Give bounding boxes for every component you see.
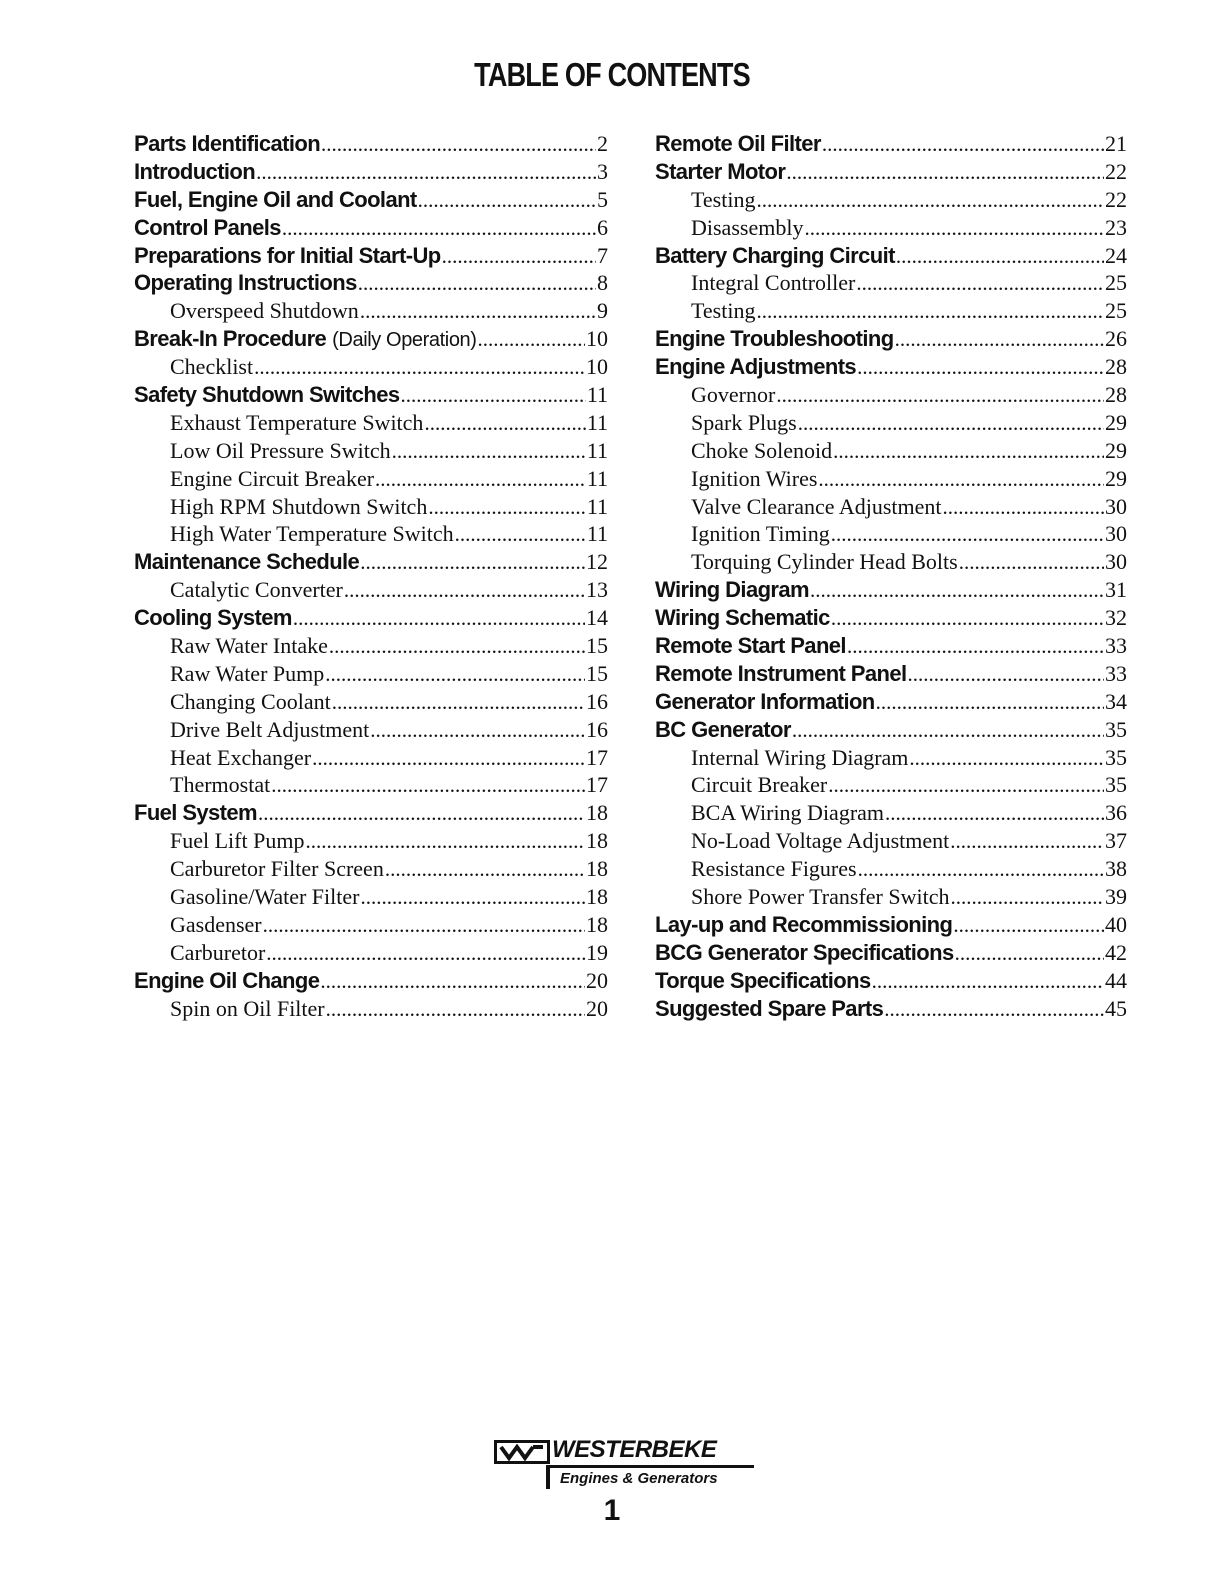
dot-leader <box>312 745 585 772</box>
toc-section-entry <box>134 799 608 827</box>
toc-entry-page: 16 <box>586 716 608 742</box>
toc-subsection-entry <box>134 716 608 744</box>
toc-entry-label: Introduction <box>134 158 256 184</box>
dot-leader <box>263 912 585 939</box>
toc-entry-label: Raw Water Intake <box>170 633 328 659</box>
toc-entry-label: Spin on Oil Filter <box>170 995 325 1021</box>
toc-entry-page: 18 <box>586 884 608 910</box>
dot-leader <box>828 772 1104 799</box>
toc-entry-page: 35 <box>1105 716 1127 742</box>
toc-section-entry <box>134 604 608 632</box>
dot-leader <box>756 298 1104 325</box>
dot-leader <box>358 270 596 297</box>
toc-entry-page: 37 <box>1105 828 1127 854</box>
toc-entry-page: 23 <box>1105 214 1127 240</box>
toc-subsection-entry <box>655 465 1127 493</box>
toc-entry-label: Operating Instructions <box>134 270 357 296</box>
dot-leader <box>798 410 1104 437</box>
toc-entry-label: Spark Plugs <box>691 409 797 435</box>
dot-leader <box>321 131 596 158</box>
toc-entry-page: 13 <box>586 577 608 603</box>
dot-leader <box>325 661 585 688</box>
dot-leader <box>776 382 1104 409</box>
toc-entry-label: Parts Identification <box>134 131 321 156</box>
toc-entry-label: Testing <box>691 186 756 212</box>
toc-subsection-entry <box>655 493 1127 521</box>
toc-subsection-entry <box>134 883 608 911</box>
dot-leader <box>254 354 585 381</box>
toc-section-entry <box>655 576 1127 604</box>
toc-section-entry <box>655 660 1127 688</box>
toc-entry-label: Maintenance Schedule <box>134 549 360 575</box>
dot-leader <box>428 494 585 521</box>
westerbeke-logo <box>494 1438 764 1498</box>
toc-entry-page: 3 <box>597 158 608 184</box>
toc-entry-page: 9 <box>597 298 608 324</box>
dot-leader <box>896 243 1104 270</box>
toc-section-entry <box>655 911 1127 939</box>
dot-leader <box>329 633 585 660</box>
toc-entry-label: Wiring Diagram <box>655 577 809 603</box>
toc-entry-page: 28 <box>1105 382 1127 408</box>
dot-leader <box>953 912 1104 939</box>
toc-entry-page: 11 <box>586 521 608 547</box>
toc-entry-page: 25 <box>1105 270 1127 296</box>
toc-section-entry <box>134 548 608 576</box>
toc-entry-page: 18 <box>586 911 608 937</box>
toc-entry-label: BCG Generator Specifications <box>655 939 954 965</box>
toc-entry-label: Torque Specifications <box>655 967 871 993</box>
toc-section-entry <box>134 242 608 270</box>
toc-subsection-entry <box>655 214 1127 242</box>
toc-entry-label: High Water Temperature Switch <box>170 521 454 547</box>
toc-entry-label: Gasdenser <box>170 911 262 937</box>
toc-entry-label: Testing <box>691 298 756 324</box>
toc-entry-page: 34 <box>1105 688 1127 714</box>
toc-section-entry <box>134 158 608 186</box>
toc-entry-label: BC Generator <box>655 716 791 742</box>
toc-entry-page: 7 <box>597 242 608 268</box>
toc-entry-page: 20 <box>586 995 608 1021</box>
toc-entry-label: Lay-up and Recommissioning <box>655 911 953 937</box>
toc-entry-label: High RPM Shutdown Switch <box>170 493 428 519</box>
toc-subsection-entry <box>655 883 1127 911</box>
toc-entry-label: Choke Solenoid <box>691 437 833 463</box>
dot-leader <box>756 187 1104 214</box>
dot-leader <box>293 605 585 632</box>
toc-entry-label: No-Load Voltage Adjustment <box>691 828 950 854</box>
toc-entry-label: Gasoline/Water Filter <box>170 884 360 910</box>
toc-subsection-entry <box>134 493 608 521</box>
toc-entry-page: 5 <box>597 186 608 212</box>
toc-entry-suffix: (Daily Operation) <box>332 329 477 352</box>
dot-leader <box>810 577 1104 604</box>
toc-section-entry <box>655 716 1127 744</box>
page-title: TABLE OF CONTENTS <box>474 56 750 93</box>
dot-leader <box>320 968 585 995</box>
toc-entry-page: 10 <box>586 326 608 352</box>
toc-entry-label: Suggested Spare Parts <box>655 995 884 1021</box>
dot-leader <box>424 410 585 437</box>
toc-subsection-entry <box>134 632 608 660</box>
toc-left-column <box>134 130 608 1023</box>
dot-leader <box>822 131 1104 158</box>
dot-leader <box>266 940 585 967</box>
toc-entry-page: 2 <box>597 131 608 156</box>
toc-entry-page: 33 <box>1105 660 1127 686</box>
toc-subsection-entry <box>134 688 608 716</box>
toc-entry-label: Generator Information <box>655 688 875 714</box>
toc-section-entry <box>655 688 1127 716</box>
toc-entry-label: Remote Oil Filter <box>655 131 821 156</box>
dot-leader <box>344 577 585 604</box>
toc-entry-label: Drive Belt Adjustment <box>170 716 370 742</box>
dot-leader <box>856 270 1104 297</box>
toc-entry-label: Starter Motor <box>655 158 786 184</box>
dot-leader <box>282 215 596 242</box>
dot-leader <box>907 661 1104 688</box>
toc-entry-page: 12 <box>586 549 608 575</box>
toc-entry-label: Changing Coolant <box>170 688 331 714</box>
toc-entry-label: Shore Power Transfer Switch <box>691 884 950 910</box>
toc-section-entry <box>655 632 1127 660</box>
dot-leader <box>804 215 1104 242</box>
toc-subsection-entry <box>134 465 608 493</box>
toc-section-entry <box>134 186 608 214</box>
logo-brand-name: WESTERBEKE <box>552 1436 717 1463</box>
toc-entry-page: 15 <box>586 633 608 659</box>
toc-section-entry <box>655 242 1127 270</box>
toc-entry-label: Preparations for Initial Start-Up <box>134 242 441 268</box>
toc-entry-page: 11 <box>586 493 608 519</box>
toc-entry-page: 30 <box>1105 521 1127 547</box>
toc-section-entry <box>655 353 1127 381</box>
toc-section-entry <box>134 214 608 242</box>
toc-entry-page: 11 <box>586 409 608 435</box>
dot-leader <box>833 438 1104 465</box>
dot-leader <box>455 521 586 548</box>
dot-leader <box>959 549 1104 576</box>
toc-entry-label: Carburetor <box>170 939 266 965</box>
toc-subsection-entry <box>655 520 1127 548</box>
dot-leader <box>332 689 585 716</box>
toc-entry-label: Control Panels <box>134 214 281 240</box>
dot-leader <box>401 382 586 409</box>
toc-section-entry <box>655 158 1127 186</box>
dot-leader <box>872 968 1104 995</box>
dot-leader <box>326 996 585 1023</box>
dot-leader <box>370 717 585 744</box>
toc-entry-label: Ignition Timing <box>691 521 830 547</box>
dot-leader <box>360 298 596 325</box>
dot-leader <box>418 187 596 214</box>
toc-entry-page: 40 <box>1105 911 1127 937</box>
toc-section-entry <box>134 130 608 158</box>
dot-leader <box>950 828 1104 855</box>
toc-subsection-entry <box>655 269 1127 297</box>
toc-section-entry <box>655 130 1127 158</box>
logo-stem <box>546 1465 550 1489</box>
toc-entry-page: 11 <box>586 382 608 408</box>
toc-subsection-entry <box>134 744 608 772</box>
toc-subsection-entry <box>655 827 1127 855</box>
toc-entry-page: 33 <box>1105 633 1127 659</box>
toc-entry-label: Heat Exchanger <box>170 744 312 770</box>
toc-entry-page: 17 <box>586 772 608 798</box>
toc-section-entry <box>655 604 1127 632</box>
logo-tagline: Engines & Generators <box>560 1470 718 1487</box>
toc-entry-label: Checklist <box>170 354 254 380</box>
toc-subsection-entry <box>134 437 608 465</box>
toc-entry-label: Internal Wiring Diagram <box>691 744 909 770</box>
toc-entry-page: 14 <box>586 605 608 631</box>
toc-subsection-entry <box>655 855 1127 883</box>
toc-subsection-entry <box>134 520 608 548</box>
dot-leader <box>258 800 585 827</box>
toc-entry-page: 8 <box>597 270 608 296</box>
dot-leader <box>305 828 585 855</box>
toc-entry-page: 10 <box>586 354 608 380</box>
toc-entry-label: BCA Wiring Diagram <box>691 800 885 826</box>
dot-leader <box>385 856 585 883</box>
toc-subsection-entry <box>134 297 608 325</box>
toc-subsection-entry <box>134 576 608 604</box>
toc-section-entry <box>134 325 608 353</box>
dot-leader <box>942 494 1104 521</box>
toc-entry-page: 20 <box>586 967 608 993</box>
logo-underline <box>546 1465 754 1468</box>
toc-entry-page: 22 <box>1105 186 1127 212</box>
toc-entry-page: 19 <box>586 939 608 965</box>
dot-leader <box>442 243 596 270</box>
toc-subsection-entry <box>655 799 1127 827</box>
toc-entry-label: Fuel System <box>134 800 258 826</box>
dot-leader <box>360 884 585 911</box>
toc-entry-label: Engine Oil Change <box>134 967 320 993</box>
toc-entry-label: Break-In Procedure <box>134 326 327 352</box>
toc-entry-page: 32 <box>1105 605 1127 631</box>
toc-entry-label: Valve Clearance Adjustment <box>691 493 942 519</box>
toc-entry-page: 29 <box>1105 409 1127 435</box>
toc-entry-label: Catalytic Converter <box>170 577 343 603</box>
toc-entry-page: 38 <box>1105 856 1127 882</box>
toc-entry-page: 24 <box>1105 242 1127 268</box>
dot-leader <box>895 326 1104 353</box>
toc-entry-label: Governor <box>691 382 776 408</box>
dot-leader <box>876 689 1104 716</box>
toc-section-entry <box>134 967 608 995</box>
dot-leader <box>256 159 596 186</box>
toc-entry-page: 15 <box>586 660 608 686</box>
toc-subsection-entry <box>134 827 608 855</box>
toc-entry-page: 28 <box>1105 354 1127 380</box>
toc-entry-page: 26 <box>1105 326 1127 352</box>
toc-entry-label: Overspeed Shutdown <box>170 298 359 324</box>
toc-subsection-entry <box>134 911 608 939</box>
toc-entry-page: 29 <box>1105 437 1127 463</box>
toc-entry-page: 31 <box>1105 577 1127 603</box>
toc-entry-label: Circuit Breaker <box>691 772 828 798</box>
toc-subsection-entry <box>655 381 1127 409</box>
toc-subsection-entry <box>655 771 1127 799</box>
toc-subsection-entry <box>655 548 1127 576</box>
toc-entry-page: 17 <box>586 744 608 770</box>
toc-section-entry <box>655 967 1127 995</box>
toc-entry-page: 30 <box>1105 493 1127 519</box>
dot-leader <box>271 772 585 799</box>
toc-entry-page: 11 <box>586 465 608 491</box>
toc-entry-label: Engine Circuit Breaker <box>170 465 375 491</box>
toc-entry-label: Safety Shutdown Switches <box>134 382 400 408</box>
toc-entry-page: 35 <box>1105 744 1127 770</box>
toc-entry-page: 21 <box>1105 131 1127 156</box>
toc-subsection-entry <box>134 353 608 381</box>
logo-emblem-icon <box>494 1440 550 1464</box>
toc-entry-label: Engine Troubleshooting <box>655 326 894 352</box>
toc-entry-label: Resistance Figures <box>691 856 857 882</box>
toc-subsection-entry <box>134 995 608 1023</box>
toc-section-entry <box>134 381 608 409</box>
toc-subsection-entry <box>655 409 1127 437</box>
toc-right-column <box>655 130 1127 1023</box>
toc-section-entry <box>655 939 1127 967</box>
dot-leader <box>392 438 586 465</box>
toc-entry-label: Cooling System <box>134 605 292 631</box>
dot-leader <box>857 354 1104 381</box>
toc-entry-page: 22 <box>1105 158 1127 184</box>
dot-leader <box>831 605 1104 632</box>
toc-entry-label: Wiring Schematic <box>655 605 830 631</box>
toc-entry-label: Remote Instrument Panel <box>655 660 907 686</box>
toc-section-entry <box>655 325 1127 353</box>
toc-section-entry <box>134 269 608 297</box>
toc-section-entry <box>655 995 1127 1023</box>
dot-leader <box>858 856 1104 883</box>
toc-entry-page: 18 <box>586 828 608 854</box>
dot-leader <box>831 521 1104 548</box>
dot-leader <box>360 549 585 576</box>
dot-leader <box>818 466 1104 493</box>
toc-entry-page: 42 <box>1105 939 1127 965</box>
dot-leader <box>885 800 1104 827</box>
toc-subsection-entry <box>655 437 1127 465</box>
page-number: 1 <box>603 1494 621 1527</box>
toc-subsection-entry <box>134 855 608 883</box>
toc-entry-label: Fuel, Engine Oil and Coolant <box>134 186 417 212</box>
toc-entry-page: 30 <box>1105 549 1127 575</box>
toc-entry-page: 29 <box>1105 465 1127 491</box>
toc-entry-page: 45 <box>1105 995 1127 1021</box>
toc-entry-label: Torquing Cylinder Head Bolts <box>691 549 958 575</box>
toc-entry-label: Exhaust Temperature Switch <box>170 409 424 435</box>
toc-entry-label: Integral Controller <box>691 270 856 296</box>
toc-entry-page: 16 <box>586 688 608 714</box>
toc-entry-page: 11 <box>586 437 608 463</box>
toc-entry-label: Ignition Wires <box>691 465 818 491</box>
dot-leader <box>951 884 1105 911</box>
toc-entry-label: Battery Charging Circuit <box>655 242 895 268</box>
toc-entry-page: 39 <box>1105 884 1127 910</box>
toc-entry-page: 44 <box>1105 967 1127 993</box>
toc-entry-label: Disassembly <box>691 214 804 240</box>
toc-subsection-entry <box>134 409 608 437</box>
toc-entry-page: 25 <box>1105 298 1127 324</box>
dot-leader <box>909 745 1104 772</box>
toc-entry-page: 6 <box>597 214 608 240</box>
toc-entry-label: Carburetor Filter Screen <box>170 856 384 882</box>
toc-entry-label: Fuel Lift Pump <box>170 828 305 854</box>
dot-leader <box>792 717 1104 744</box>
dot-leader <box>955 940 1104 967</box>
toc-entry-label: Low Oil Pressure Switch <box>170 437 391 463</box>
toc-entry-label: Raw Water Pump <box>170 660 325 686</box>
toc-subsection-entry <box>655 186 1127 214</box>
toc-subsection-entry <box>655 297 1127 325</box>
toc-subsection-entry <box>134 660 608 688</box>
toc-subsection-entry <box>134 771 608 799</box>
toc-entry-label: Thermostat <box>170 772 271 798</box>
dot-leader <box>375 466 586 493</box>
dot-leader <box>478 326 585 353</box>
dot-leader <box>884 996 1104 1023</box>
toc-entry-label: Remote Start Panel <box>655 633 846 659</box>
toc-entry-page: 18 <box>586 800 608 826</box>
toc-entry-label: Engine Adjustments <box>655 354 857 380</box>
toc-entry-page: 35 <box>1105 772 1127 798</box>
toc-subsection-entry <box>655 744 1127 772</box>
toc-entry-page: 36 <box>1105 800 1127 826</box>
toc-subsection-entry <box>134 939 608 967</box>
dot-leader <box>786 159 1104 186</box>
toc-entry-page: 18 <box>586 856 608 882</box>
dot-leader <box>847 633 1104 660</box>
